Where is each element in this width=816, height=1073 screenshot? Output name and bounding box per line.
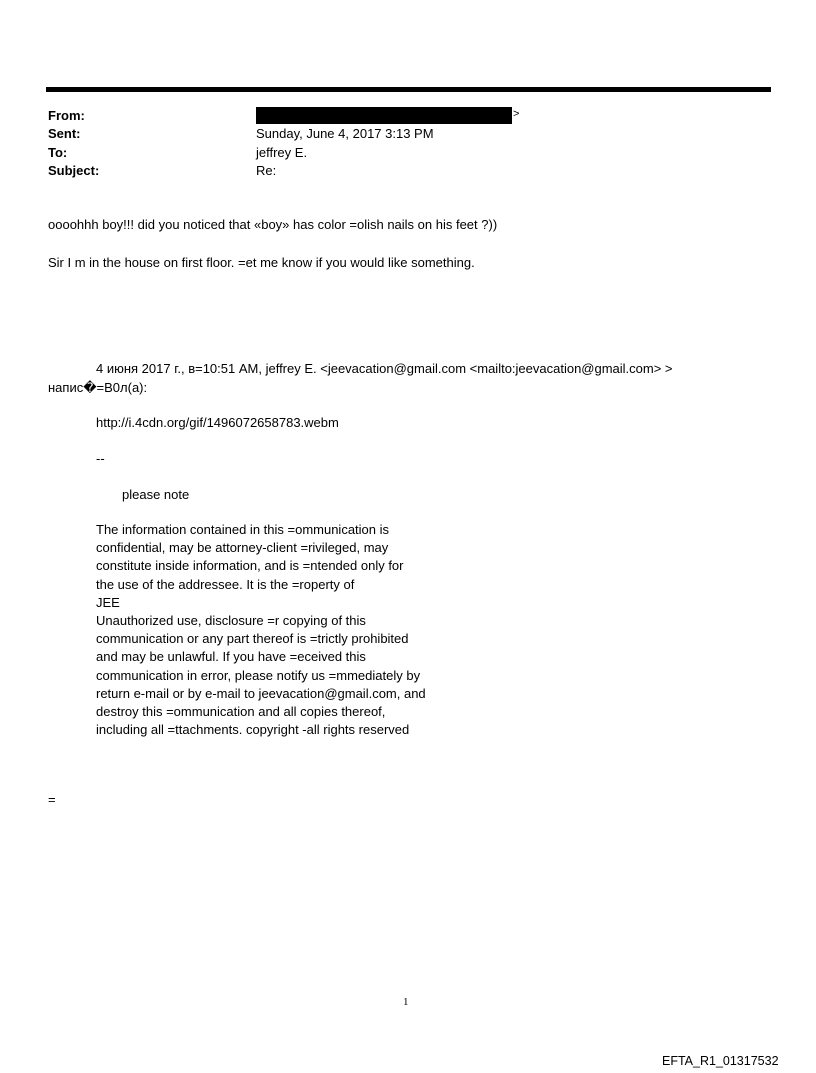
quoted-link[interactable]: http://i.4cdn.org/gif/1496072658783.webm bbox=[96, 415, 339, 430]
from-suffix: > bbox=[513, 108, 520, 120]
to-label: To: bbox=[48, 145, 68, 160]
sent-label: Sent: bbox=[48, 126, 81, 141]
body-line-1: oooohhh boy!!! did you noticed that «boy» has color =olish nails on his feet ?)) bbox=[48, 217, 498, 232]
to-value: jeffrey E. bbox=[256, 145, 308, 160]
quote-header-line-2: напис�=В0л(а): bbox=[48, 380, 148, 395]
body-line-2: Sir I m in the house on first floor. =et me know if you would like something. bbox=[48, 255, 475, 270]
header-rule bbox=[46, 87, 771, 92]
subject-label: Subject: bbox=[48, 163, 100, 178]
please-note: please note bbox=[122, 487, 190, 502]
disclaimer-text: The information contained in this =ommunication is confidential, may be attorney-client =rivileged, may constitute inside information, and is =ntended only for the use of the addressee. It is the =roperty of JEE Unauthorized use, disclosure =r copying of this communication or any part thereof is =trictly prohibited and may be unlawful. If you have =eceived this communication in error, please notify us =mmediately by return e-mail or by e-mail to jeevacation@gmail.com, and destroy this =ommunication and all copies thereof, including all =ttachments. copyright -all rights reserved bbox=[96, 522, 426, 738]
page-number: 1 bbox=[403, 996, 409, 1008]
from-label: From: bbox=[48, 108, 85, 123]
redaction-block bbox=[256, 107, 512, 124]
quote-header-line-1: 4 июня 2017 г., в=10:51 AM, jeffrey E. <jeevacation@gmail.com <mailto:jeevacation@gmail.com> > bbox=[96, 361, 673, 376]
trailing-equals: = bbox=[48, 792, 56, 807]
subject-value: Re: bbox=[256, 163, 277, 178]
document-id: EFTA_R1_01317532 bbox=[662, 1054, 779, 1068]
sent-value: Sunday, June 4, 2017 3:13 PM bbox=[256, 126, 434, 141]
signature-separator: -- bbox=[96, 451, 105, 466]
